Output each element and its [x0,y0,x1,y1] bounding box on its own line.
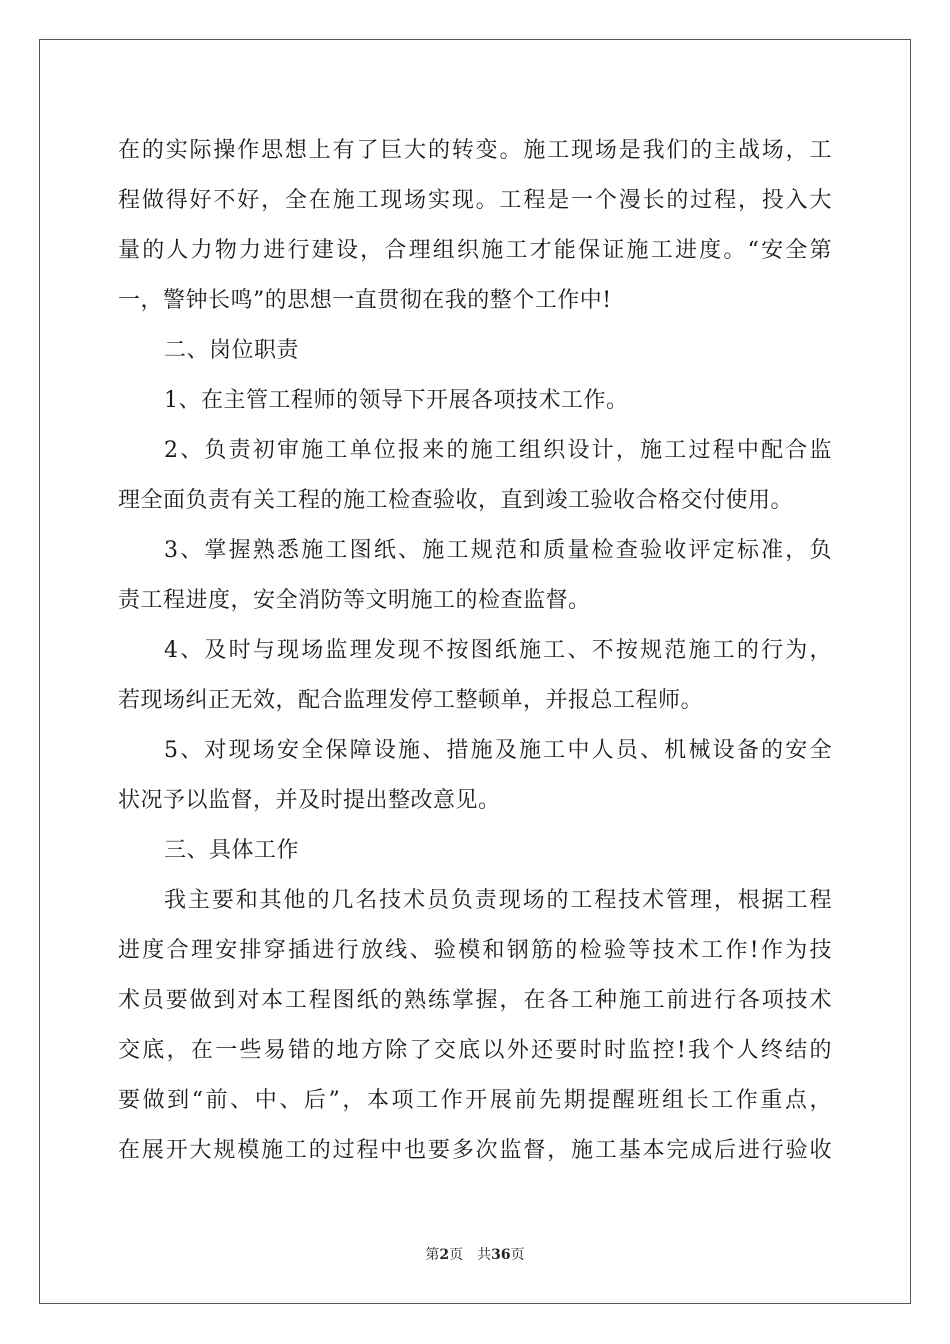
text-line: 程做得好不好，全在施工现场实现。工程是一个漫长的过程，投入大 [118,188,832,213]
text-line: 二、岗位职责 [164,338,300,363]
page-footer [0,1244,950,1264]
text-line: 状况予以监督，并及时提出整改意见。 [118,788,501,813]
footer-total-suffix: 页 [510,1247,525,1263]
text-line: 责工程进度，安全消防等文明施工的检查监督。 [118,588,591,613]
text-line: 进度合理安排穿插进行放线、验模和钢筋的检验等技术工作!作为技 [118,938,832,963]
text-line: 5、对现场安全保障设施、措施及施工中人员、机械设备的安全 [164,738,832,763]
text-line: 量的人力物力进行建设，合理组织施工才能保证施工进度。“安全第 [118,238,832,263]
text-line: 在的实际操作思想上有了巨大的转变。施工现场是我们的主战场，工 [118,138,832,163]
current-page-number: 2 [439,1247,450,1263]
text-line: 2、负责初审施工单位报来的施工组织设计，施工过程中配合监 [164,438,832,463]
footer-page-suffix: 页 [449,1247,464,1263]
text-line: 要做到“前、中、后”，本项工作开展前先期提醒班组长工作重点， [118,1088,832,1113]
text-line: 理全面负责有关工程的施工检查验收，直到竣工验收合格交付使用。 [118,488,794,513]
total-page-count: 36 [491,1247,511,1263]
text-line: 我主要和其他的几名技术员负责现场的工程技术管理，根据工程 [164,888,832,913]
text-line: 在展开大规模施工的过程中也要多次监督，施工基本完成后进行验收 [118,1138,832,1163]
footer-prefix: 第 [425,1247,440,1263]
text-line: 3、掌握熟悉施工图纸、施工规范和质量检查验收评定标准，负 [164,538,832,563]
text-line: 交底，在一些易错的地方除了交底以外还要时时监控!我个人终结的 [118,1038,832,1063]
text-line: 一，警钟长鸣”的思想一直贯彻在我的整个工作中! [118,288,612,313]
text-line: 1、在主管工程师的领导下开展各项技术工作。 [164,388,629,413]
footer-total-prefix: 共 [477,1247,492,1263]
text-line: 术员要做到对本工程图纸的熟练掌握，在各工种施工前进行各项技术 [118,988,832,1013]
text-line: 若现场纠正无效，配合监理发停工整顿单，并报总工程师。 [118,688,704,713]
text-line: 4、及时与现场监理发现不按图纸施工、不按规范施工的行为， [164,638,832,663]
text-line: 三、具体工作 [164,838,300,863]
document-body [118,126,832,1176]
